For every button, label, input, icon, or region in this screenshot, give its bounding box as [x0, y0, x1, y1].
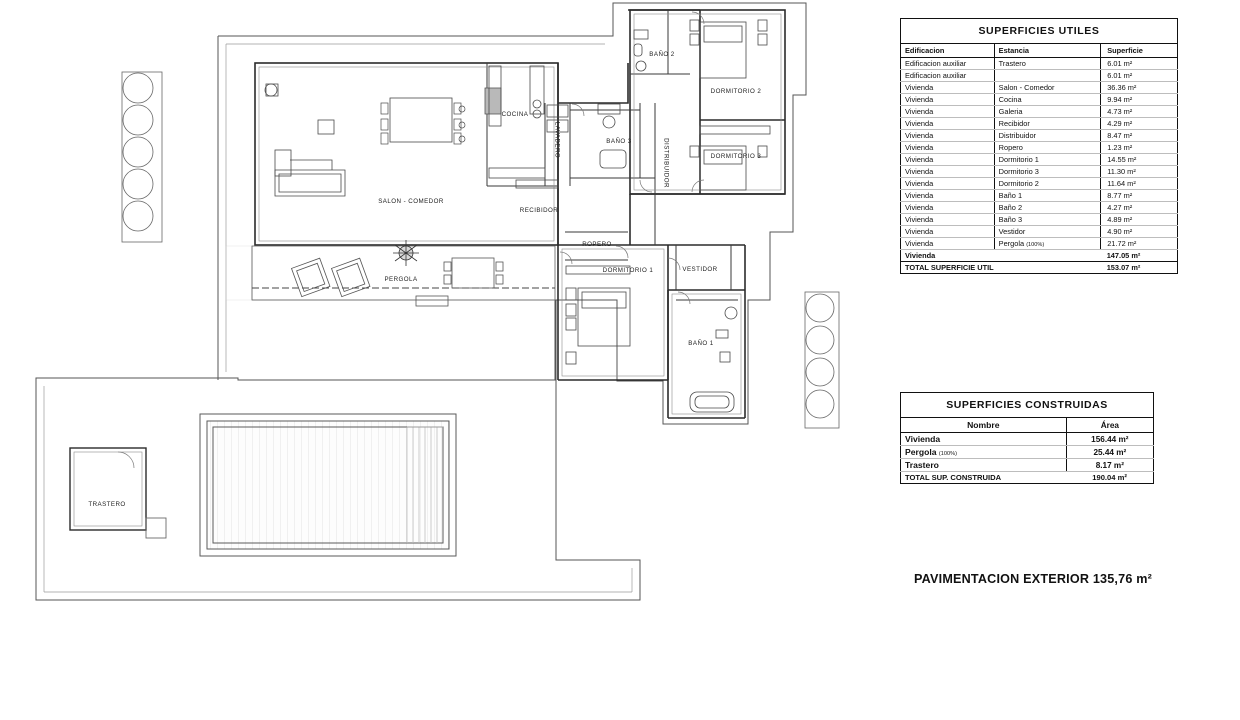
house-walls	[255, 10, 785, 418]
utiles-title: SUPERFICIES UTILES	[901, 19, 1178, 44]
cell-nombre-text: Pergola	[905, 447, 937, 457]
cell-estancia: Salon - Comedor	[994, 82, 1101, 94]
room-label-cocina: COCINA	[501, 111, 529, 118]
cell-edificacion: Vivienda	[901, 226, 995, 238]
utiles-title-row	[901, 19, 1178, 44]
cell-edificacion: Vivienda	[901, 118, 995, 130]
utiles-total-row	[901, 262, 1178, 274]
tree-row-right	[805, 292, 839, 428]
cell-edificacion: Vivienda	[901, 166, 995, 178]
constr-header-nombre: Nombre	[901, 418, 1067, 433]
cell-estancia: Galeria	[994, 106, 1101, 118]
cell-estancia	[994, 70, 1101, 82]
superficies-construidas-panel	[900, 392, 1158, 484]
cell-superficie: 9.94 m²	[1101, 94, 1178, 106]
room-label-bano-2: BAÑO 2	[649, 51, 675, 58]
cell-estancia	[994, 238, 1101, 250]
cell-superficie: 4.90 m²	[1101, 226, 1178, 238]
cell-superficie: 1.23 m²	[1101, 142, 1178, 154]
superficies-utiles-panel	[900, 18, 1180, 274]
cell-estancia: Recibidor	[994, 118, 1101, 130]
room-label-distribuidor: DISTRIBUIDOR	[662, 138, 670, 188]
table-row	[901, 459, 1154, 472]
pergola-area	[252, 240, 555, 306]
cell-estancia: Baño 3	[994, 214, 1101, 226]
table-row	[901, 142, 1178, 154]
door-swings	[118, 12, 704, 468]
cell-edificacion: Vivienda	[901, 202, 995, 214]
cell-superficie: 8.77 m²	[1101, 190, 1178, 202]
table-row	[901, 446, 1154, 459]
room-label-pergola: PERGOLA	[384, 276, 418, 283]
cell-estancia: Vestidor	[994, 226, 1101, 238]
superficies-utiles-table	[900, 18, 1178, 274]
furniture-salon	[265, 84, 501, 196]
room-label-bano-3: BAÑO 3	[606, 138, 632, 145]
cell-estancia: Baño 1	[994, 190, 1101, 202]
table-row	[901, 94, 1178, 106]
room-label-recibidor: RECIBIDOR	[519, 207, 559, 214]
room-label-dormitorio-2: DORMITORIO 2	[710, 88, 762, 95]
superficies-construidas-table	[900, 392, 1154, 484]
table-row	[901, 178, 1178, 190]
tree-row-left	[122, 72, 162, 242]
table-row	[901, 226, 1178, 238]
cell-estancia: Baño 2	[994, 202, 1101, 214]
utiles-header-row	[901, 44, 1178, 58]
utiles-header-edificacion: Edificacion	[901, 44, 995, 58]
cell-estancia: Dormitorio 3	[994, 166, 1101, 178]
cell-estancia: Trastero	[994, 58, 1101, 70]
constr-title: SUPERFICIES CONSTRUIDAS	[901, 393, 1154, 418]
cell-estancia-text: Pergola	[998, 239, 1025, 248]
pavimentacion-exterior-panel	[914, 572, 1152, 586]
cell-estancia: Dormitorio 1	[994, 154, 1101, 166]
cell-superficie: 14.55 m²	[1101, 154, 1178, 166]
cell-edificacion: Vivienda	[901, 154, 995, 166]
cell-superficie: 4.73 m²	[1101, 106, 1178, 118]
cell-superficie: 4.89 m²	[1101, 214, 1178, 226]
table-row	[901, 154, 1178, 166]
constr-total-value: 190.04 m²	[1066, 472, 1153, 484]
cell-superficie: 4.27 m²	[1101, 202, 1178, 214]
cell-superficie: 4.29 m²	[1101, 118, 1178, 130]
cell-nombre: Vivienda	[901, 433, 1067, 446]
cell-edificacion: Vivienda	[901, 238, 995, 250]
cell-edificacion: Vivienda	[901, 94, 995, 106]
cell-superficie: 11.30 m²	[1101, 166, 1178, 178]
cell-nombre-note: (100%)	[938, 451, 957, 457]
constr-title-row	[901, 393, 1154, 418]
swimming-pool	[200, 414, 456, 556]
cell-estancia: Cocina	[994, 94, 1101, 106]
cell-superficie: 6.01 m²	[1101, 58, 1178, 70]
table-row	[901, 130, 1178, 142]
room-label-lavadero: LAVADERO	[553, 121, 561, 159]
utiles-total-label: TOTAL SUPERFICIE UTIL	[901, 262, 1101, 274]
cell-estancia: Ropero	[994, 142, 1101, 154]
utiles-subtotal-row	[901, 250, 1178, 262]
table-row	[901, 433, 1154, 446]
room-label-dormitorio-1: DORMITORIO 1	[602, 267, 654, 274]
cell-nombre: Trastero	[901, 459, 1067, 472]
cell-estancia: Dormitorio 2	[994, 178, 1101, 190]
cell-edificacion: Vivienda	[901, 130, 995, 142]
utiles-subtotal-label: Vivienda	[905, 251, 936, 260]
cell-edificacion: Vivienda	[901, 178, 995, 190]
table-row	[901, 202, 1178, 214]
table-row	[901, 190, 1178, 202]
cell-estancia: Distribuidor	[994, 130, 1101, 142]
constr-total-label: TOTAL SUP. CONSTRUIDA	[901, 472, 1067, 484]
utiles-subtotal-value: 147.05 m²	[1106, 251, 1141, 260]
cell-edificacion: Vivienda	[901, 214, 995, 226]
table-row	[901, 82, 1178, 94]
cell-edificacion: Vivienda	[901, 142, 995, 154]
trastero-building	[70, 448, 166, 538]
cell-superficie: 8.47 m²	[1101, 130, 1178, 142]
room-label-vestidor: VESTIDOR	[682, 266, 718, 273]
cell-edificacion: Edificacion auxiliar	[901, 70, 995, 82]
constr-header-area: Área	[1066, 418, 1153, 433]
cell-superficie: 6.01 m²	[1101, 70, 1178, 82]
cell-edificacion: Vivienda	[901, 82, 995, 94]
cell-area: 25.44 m²	[1066, 446, 1153, 459]
cell-nombre	[901, 446, 1067, 459]
pavimentacion-exterior-text: PAVIMENTACION EXTERIOR 135,76 m²	[914, 572, 1153, 586]
cell-superficie: 36.36 m²	[1101, 82, 1178, 94]
table-row	[901, 166, 1178, 178]
table-row	[901, 118, 1178, 130]
room-label-trastero: TRASTERO	[88, 501, 126, 508]
cell-superficie: 21.72 m²	[1101, 238, 1178, 250]
furniture-cocina	[489, 66, 558, 188]
utiles-total-value: 153.07 m²	[1101, 262, 1178, 274]
furniture-bathrooms	[547, 30, 737, 412]
table-row	[901, 238, 1178, 250]
constr-total-row	[901, 472, 1154, 484]
cell-edificacion: Edificacion auxiliar	[901, 58, 995, 70]
cell-estancia-note: (100%)	[1026, 242, 1045, 248]
cell-area: 8.17 m²	[1066, 459, 1153, 472]
cell-superficie: 11.64 m²	[1101, 178, 1178, 190]
constr-header-row	[901, 418, 1154, 433]
cell-area: 156.44 m²	[1066, 433, 1153, 446]
room-label-ropero: ROPERO	[582, 241, 612, 248]
cell-edificacion: Vivienda	[901, 190, 995, 202]
utiles-header-superficie: Superficie	[1101, 44, 1178, 58]
table-row	[901, 214, 1178, 226]
table-row	[901, 106, 1178, 118]
room-label-salon-comedor: SALON - COMEDOR	[378, 198, 444, 205]
room-label-bano-1: BAÑO 1	[688, 340, 714, 347]
cell-edificacion: Vivienda	[901, 106, 995, 118]
table-row	[901, 58, 1178, 70]
utiles-header-estancia: Estancia	[994, 44, 1101, 58]
room-label-dormitorio-3: DORMITORIO 3	[710, 153, 762, 160]
table-row	[901, 70, 1178, 82]
utiles-subtotal-blank	[994, 250, 1101, 262]
